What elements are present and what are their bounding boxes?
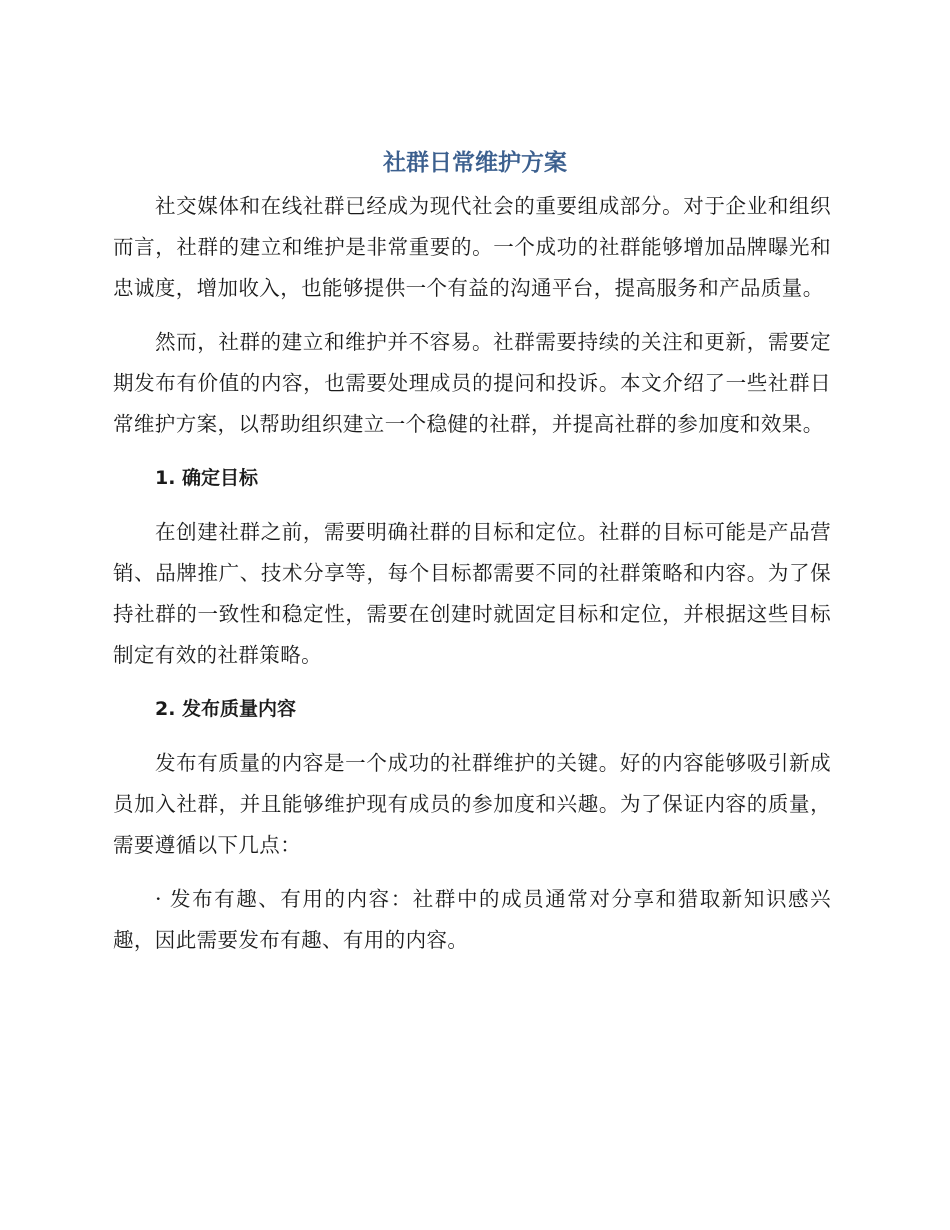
section-1-heading: 1. 确定目标: [155, 467, 259, 489]
document-body: [113, 186, 831, 961]
section-2-heading: 2. 发布质量内容: [155, 698, 297, 720]
section-2-bullet-item: · 发布有趣、有用的内容：社群中的成员通常对分享和猎取新知识感兴趣，因此需要发布有趣、有用的内容。: [113, 887, 831, 952]
intro-paragraph-1: 社交媒体和在线社群已经成为现代社会的重要组成部分。对于企业和组织而言，社群的建立和维护是非常重要的。一个成功的社群能够增加品牌曝光和忠诚度，增加收入，也能够提供一个有益的沟通平台，提高服务和产品质量。: [113, 194, 831, 300]
section-1-paragraph: 在创建社群之前，需要明确社群的目标和定位。社群的目标可能是产品营销、品牌推广、技术分享等，每个目标都需要不同的社群策略和内容。为了保持社群的一致性和稳定性，需要在创建时就固定目标和定位，并根据这些目标制定有效的社群策略。: [113, 520, 831, 667]
section-2-paragraph: 发布有质量的内容是一个成功的社群维护的关键。好的内容能够吸引新成员加入社群，并且能够维护现有成员的参加度和兴趣。为了保证内容的质量，需要遵循以下几点：: [113, 751, 831, 857]
intro-paragraph-2: 然而，社群的建立和维护并不容易。社群需要持续的关注和更新，需要定期发布有价值的内容，也需要处理成员的提问和投诉。本文介绍了一些社群日常维护方案，以帮助组织建立一个稳健的社群，并提高社群的参加度和效果。: [113, 330, 831, 436]
document-title: 社群日常维护方案: [383, 150, 567, 176]
